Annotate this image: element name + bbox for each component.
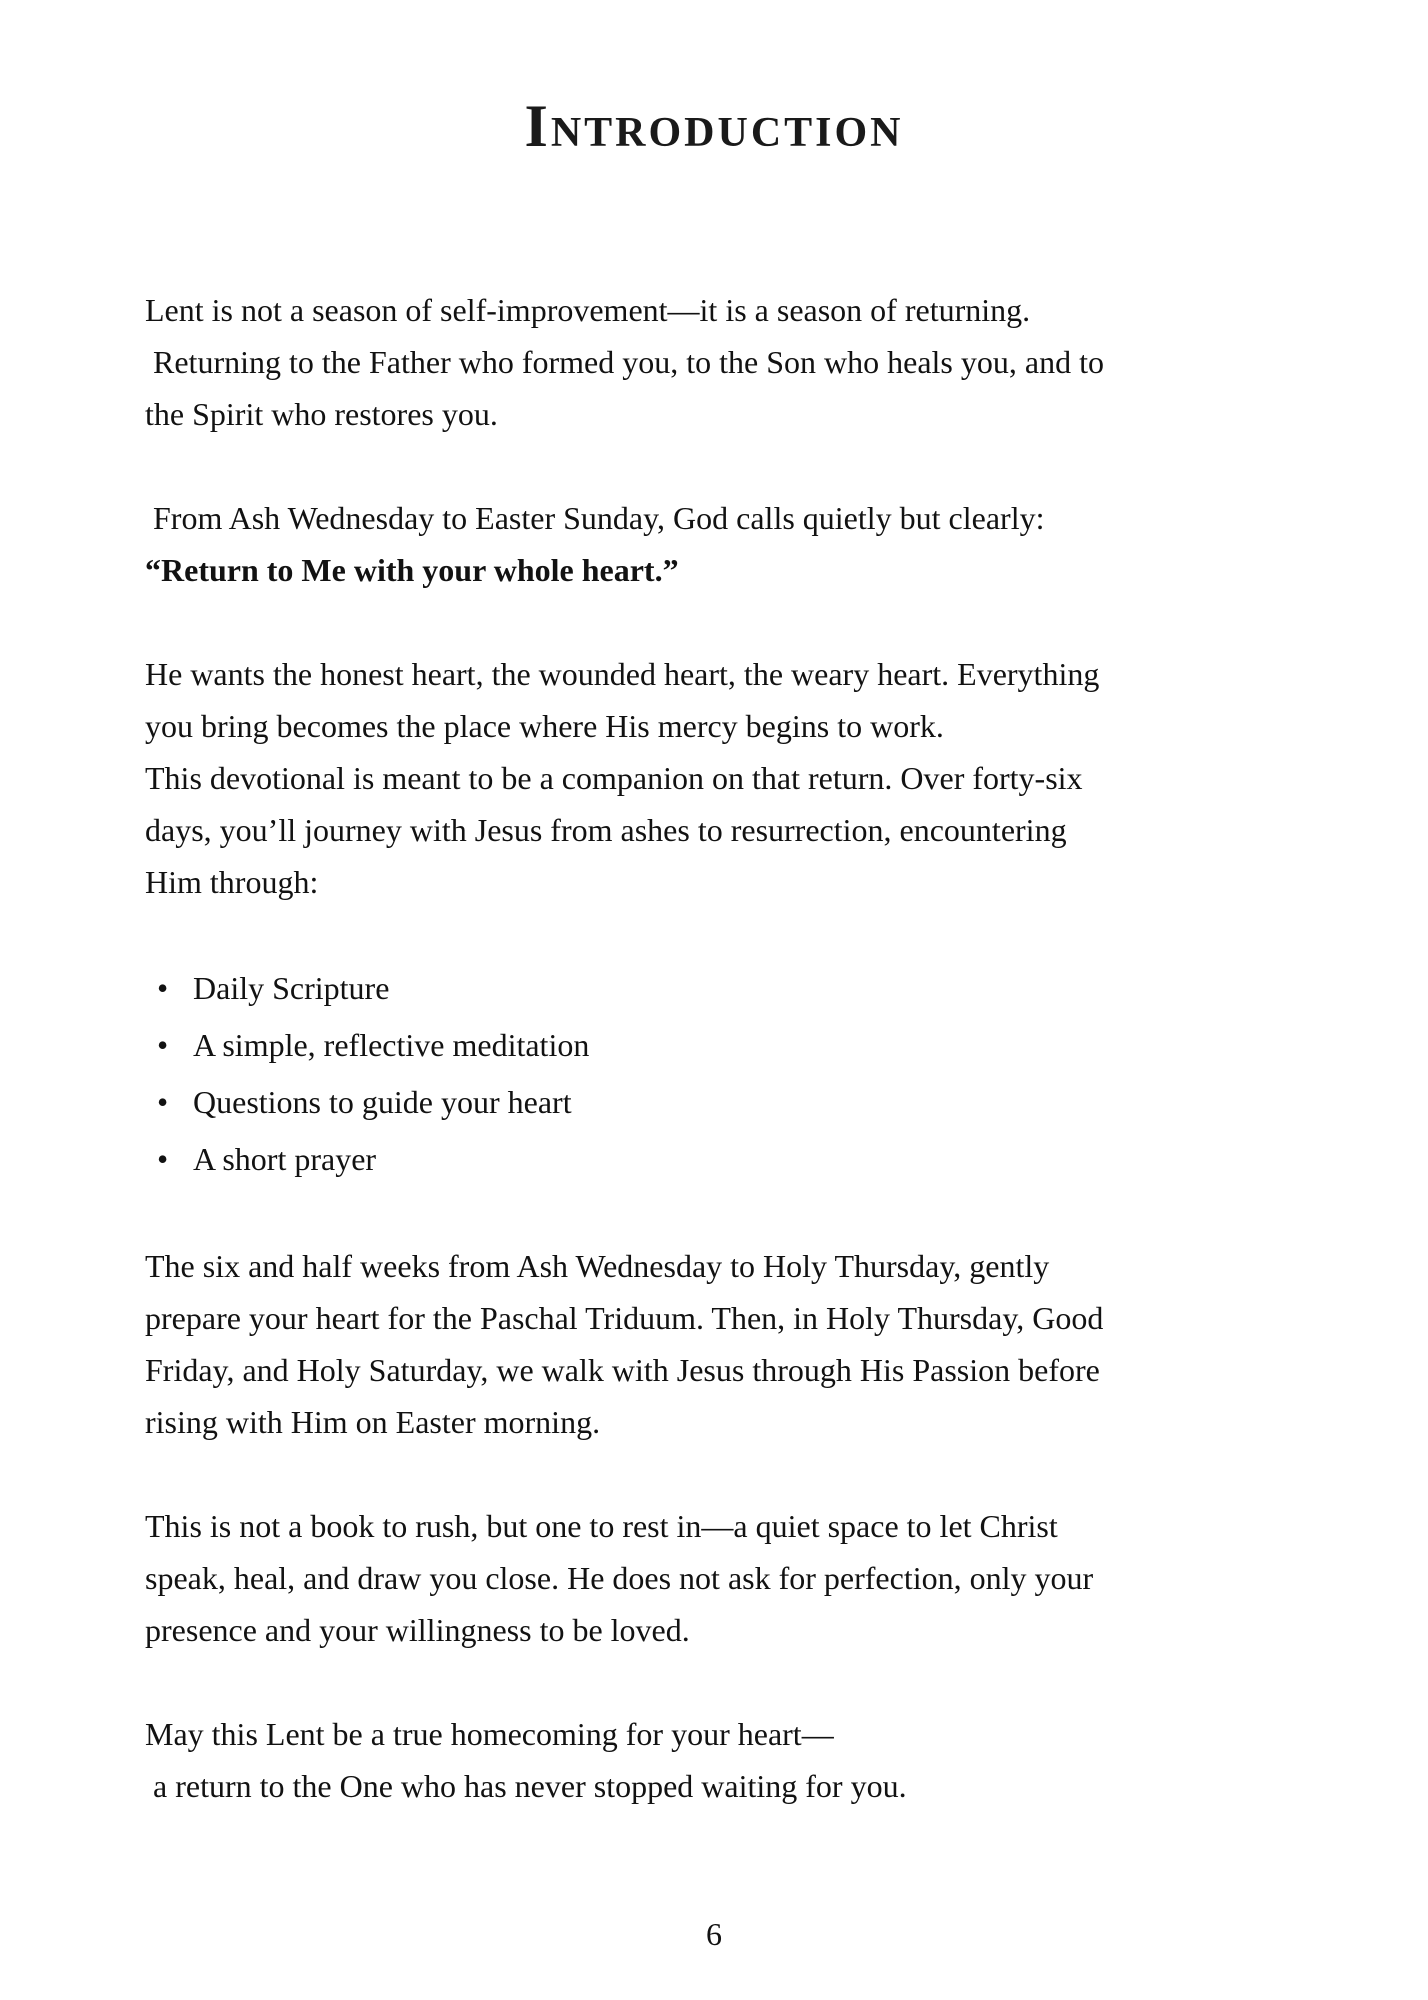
- text-line: days, you’ll journey with Jesus from ashes to resurrection, encountering: [145, 812, 1067, 848]
- text-line: a return to the One who has never stopped waiting for you.: [145, 1768, 907, 1804]
- list-item-label: A short prayer: [193, 1141, 377, 1177]
- text-line: Returning to the Father who formed you, to the Son who heals you, and to: [145, 344, 1104, 380]
- paragraph-not-a-book-to-rush: [145, 1500, 1290, 1656]
- paragraph-lent-returning: [145, 284, 1290, 440]
- page-footer: [0, 1918, 1428, 1950]
- bullet-icon: •: [157, 970, 169, 1006]
- paragraph-six-weeks: [145, 1240, 1290, 1448]
- quote-line: “Return to Me with your whole heart.”: [145, 552, 679, 588]
- text-line: He wants the honest heart, the wounded heart, the weary heart. Everything: [145, 656, 1100, 692]
- paragraph-honest-heart: [145, 648, 1290, 908]
- text-line: speak, heal, and draw you close. He does not ask for perfection, only your: [145, 1560, 1094, 1596]
- text-line: you bring becomes the place where His mercy begins to work.: [145, 708, 944, 744]
- list-item-label: Questions to guide your heart: [193, 1084, 572, 1120]
- text-line: Him through:: [145, 864, 319, 900]
- text-line: prepare your heart for the Paschal Triduum. Then, in Holy Thursday, Good: [145, 1300, 1104, 1336]
- bullet-list: [145, 960, 1290, 1188]
- text-line: The six and half weeks from Ash Wednesday to Holy Thursday, gently: [145, 1248, 1050, 1284]
- text-line: This is not a book to rush, but one to rest in—a quiet space to let Christ: [145, 1508, 1058, 1544]
- list-item-label: Daily Scripture: [193, 970, 390, 1006]
- text-line: Friday, and Holy Saturday, we walk with Jesus through His Passion before: [145, 1352, 1100, 1388]
- list-item: [145, 1074, 1290, 1131]
- list-item: [145, 1131, 1290, 1188]
- text-line: May this Lent be a true homecoming for your heart—: [145, 1716, 834, 1752]
- list-item: [145, 960, 1290, 1017]
- document-body: [145, 284, 1290, 1812]
- paragraph-god-calls: [145, 492, 1290, 596]
- text-line: rising with Him on Easter morning.: [145, 1404, 601, 1440]
- list-item: [145, 1017, 1290, 1074]
- list-item-label: A simple, reflective meditation: [193, 1027, 590, 1063]
- bullet-icon: •: [157, 1141, 169, 1177]
- paragraph-homecoming: [145, 1708, 1290, 1812]
- text-line: presence and your willingness to be loved.: [145, 1612, 690, 1648]
- bullet-icon: •: [157, 1027, 169, 1063]
- bullet-icon: •: [157, 1084, 169, 1120]
- page-title: Introduction: [524, 93, 904, 159]
- text-line: the Spirit who restores you.: [145, 396, 498, 432]
- text-line: This devotional is meant to be a companion on that return. Over forty-six: [145, 760, 1083, 796]
- text-line: From Ash Wednesday to Easter Sunday, God calls quietly but clearly:: [145, 500, 1045, 536]
- page-number: 6: [706, 1916, 722, 1952]
- text-line: Lent is not a season of self-improvement—it is a season of returning.: [145, 292, 1031, 328]
